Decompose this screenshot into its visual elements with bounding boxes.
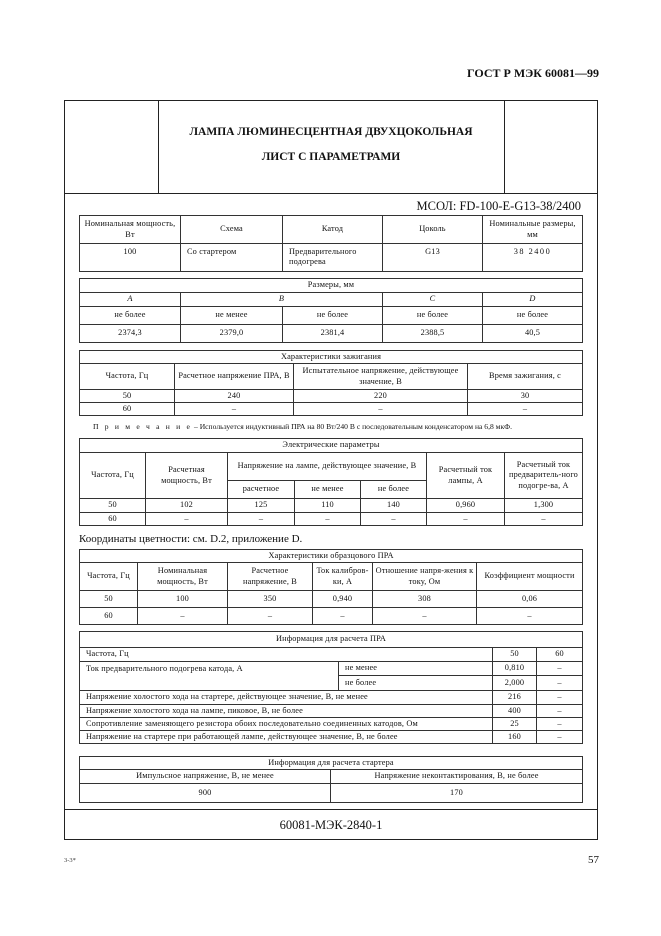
starter-value-pulse: 900 bbox=[80, 784, 331, 803]
electrical-table bbox=[79, 438, 583, 526]
ignition-header-ballast-voltage: Расчетное напряжение ПРА, В bbox=[175, 364, 294, 390]
table-row-cell: 60 bbox=[80, 403, 175, 416]
sheet-number: 60081-МЭК-2840-1 bbox=[279, 818, 383, 832]
starter-header-pulse: Импульсное напряжение, В, не менее bbox=[80, 770, 331, 784]
sheet-subtitle: ЛИСТ С ПАРАМЕТРАМИ bbox=[261, 151, 401, 163]
table-row-cell: – bbox=[477, 608, 583, 625]
starter-info-title: Информация для расчета стартера bbox=[80, 757, 583, 770]
ballast-info-table bbox=[79, 631, 583, 744]
ref-header-power-factor: Коэффициент мощности bbox=[477, 563, 583, 591]
page-number: 57 bbox=[588, 854, 599, 866]
title-block-right-divider bbox=[504, 101, 505, 193]
table-row-cell: 0,960 bbox=[427, 499, 505, 513]
ref-header-freq: Частота, Гц bbox=[80, 563, 138, 591]
starter-ocv-label: Напряжение холостого хода на стартере, действующее значение, В, не менее bbox=[80, 691, 493, 705]
table-row-cell: – bbox=[294, 403, 468, 416]
table-row-cell: 0,06 bbox=[477, 591, 583, 608]
table-row-cell: 30 bbox=[468, 390, 583, 403]
sheet-title: ЛАМПА ЛЮМИНЕСЦЕНТНАЯ ДВУХЦОКОЛЬНАЯ bbox=[189, 126, 473, 138]
table-row-cell: 60 bbox=[80, 608, 138, 625]
dim-letter-d: D bbox=[483, 293, 583, 307]
preheat-limit-max: не более bbox=[339, 676, 493, 691]
cell-cap: G13 bbox=[383, 244, 483, 272]
table-row-cell: 220 bbox=[294, 390, 468, 403]
header-cathode: Катод bbox=[283, 216, 383, 244]
preheat-max-50: 2,000 bbox=[493, 676, 537, 691]
electrical-header-freq: Частота, Гц bbox=[80, 453, 146, 499]
table-row-cell: 100 bbox=[138, 591, 228, 608]
ballast-freq-50: 50 bbox=[493, 648, 537, 662]
electrical-header-preheat: Расчетный ток предваритель-ного подогре-ва, А bbox=[505, 453, 583, 499]
starter-running-voltage-60: – bbox=[537, 731, 583, 744]
footer-divider bbox=[65, 809, 597, 810]
title-block-left-divider bbox=[158, 101, 159, 193]
dim-value-b-min: 2379,0 bbox=[181, 325, 283, 343]
lamp-ocv-label: Напряжение холостого хода на лампе, пиковое, В, не более bbox=[80, 705, 493, 718]
preheat-min-50: 0,810 bbox=[493, 662, 537, 676]
ref-header-power: Номинальная мощность, Вт bbox=[138, 563, 228, 591]
table-row-cell: – bbox=[468, 403, 583, 416]
preheat-current-label: Ток предварительного подогрева катода, А bbox=[80, 662, 339, 691]
electrical-sub-rated: расчетное bbox=[228, 481, 295, 499]
ignition-table bbox=[79, 350, 583, 416]
table-row-cell: – bbox=[228, 608, 313, 625]
table-row-cell: 50 bbox=[80, 591, 138, 608]
table-row-cell: 0,940 bbox=[313, 591, 373, 608]
dimensions-title: Размеры, мм bbox=[80, 279, 583, 293]
resistor-60: – bbox=[537, 718, 583, 731]
cell-power: 100 bbox=[80, 244, 181, 272]
title-block-bottom-divider bbox=[65, 193, 597, 194]
cell-dimensions: 38 2400 bbox=[483, 244, 583, 272]
ref-header-ratio: Отношение напря-жения к току, Ом bbox=[373, 563, 477, 591]
resistor-label: Сопротивление заменяющего резистора обоих последовательно соединенных катодов, Ом bbox=[80, 718, 493, 731]
print-mark: 3-3* bbox=[64, 857, 76, 864]
table-row-cell: – bbox=[427, 513, 505, 526]
ignition-note bbox=[93, 422, 593, 431]
starter-ocv-50: 216 bbox=[493, 691, 537, 705]
table-row-cell: 50 bbox=[80, 390, 175, 403]
dim-value-c: 2388,5 bbox=[383, 325, 483, 343]
dim-letter-b: B bbox=[181, 293, 383, 307]
ballast-freq-60: 60 bbox=[537, 648, 583, 662]
dim-value-a: 2374,3 bbox=[80, 325, 181, 343]
electrical-sub-min: не менее bbox=[295, 481, 361, 499]
ignition-header-freq: Частота, Гц bbox=[80, 364, 175, 390]
dim-value-b-max: 2381,4 bbox=[283, 325, 383, 343]
cell-cathode: Предварительного подогрева bbox=[283, 244, 383, 272]
ballast-freq-label: Частота, Гц bbox=[80, 648, 493, 662]
electrical-header-voltage: Напряжение на лампе, действующее значение, В bbox=[228, 453, 427, 481]
table-row-cell: – bbox=[361, 513, 427, 526]
table-row-cell: – bbox=[373, 608, 477, 625]
starter-ocv-60: – bbox=[537, 691, 583, 705]
electrical-title: Электрические параметры bbox=[80, 439, 583, 453]
table-row-cell: 140 bbox=[361, 499, 427, 513]
resistor-50: 25 bbox=[493, 718, 537, 731]
table-row-cell: – bbox=[175, 403, 294, 416]
header-dimensions: Номинальные размеры, мм bbox=[483, 216, 583, 244]
table-row-cell: – bbox=[505, 513, 583, 526]
lamp-ocv-60: – bbox=[537, 705, 583, 718]
reference-ballast-table bbox=[79, 549, 583, 625]
electrical-header-current: Расчетный ток лампы, А bbox=[427, 453, 505, 499]
ignition-header-test-voltage: Испытательное напряжение, действующее значение, В bbox=[294, 364, 468, 390]
table-row-cell: 240 bbox=[175, 390, 294, 403]
main-parameters-table bbox=[79, 215, 583, 272]
starter-running-voltage-50: 160 bbox=[493, 731, 537, 744]
table-row-cell: – bbox=[313, 608, 373, 625]
header-circuit: Схема bbox=[181, 216, 283, 244]
header-power: Номинальная мощность, Вт bbox=[80, 216, 181, 244]
ballast-info-title: Информация для расчета ПРА bbox=[80, 632, 583, 648]
table-row-cell: 308 bbox=[373, 591, 477, 608]
header-cap: Цоколь bbox=[383, 216, 483, 244]
dim-limit-a: не более bbox=[80, 307, 181, 325]
dim-limit-b-max: не более bbox=[283, 307, 383, 325]
starter-header-nonoperating: Напряжение неконтактирования, В, не более bbox=[331, 770, 583, 784]
ref-header-current: Ток калибров-ки, А bbox=[313, 563, 373, 591]
dim-letter-a: A bbox=[80, 293, 181, 307]
cell-circuit: Со стартером bbox=[181, 244, 283, 272]
table-row-cell: 350 bbox=[228, 591, 313, 608]
preheat-limit-min: не менее bbox=[339, 662, 493, 676]
ignition-header-time: Время зажигания, с bbox=[468, 364, 583, 390]
table-row-cell: – bbox=[228, 513, 295, 526]
table-row-cell: 110 bbox=[295, 499, 361, 513]
dim-limit-c: не более bbox=[383, 307, 483, 325]
table-row-cell: 1,300 bbox=[505, 499, 583, 513]
table-row-cell: 60 bbox=[80, 513, 146, 526]
dimensions-table bbox=[79, 278, 583, 343]
dim-limit-d: не более bbox=[483, 307, 583, 325]
table-row-cell: 102 bbox=[146, 499, 228, 513]
starter-value-nonoperating: 170 bbox=[331, 784, 583, 803]
dim-letter-c: C bbox=[383, 293, 483, 307]
dim-limit-b-min: не менее bbox=[181, 307, 283, 325]
table-row-cell: – bbox=[295, 513, 361, 526]
ignition-title: Характеристики зажигания bbox=[80, 351, 583, 364]
standard-designation: ГОСТ Р МЭК 60081—99 bbox=[467, 66, 599, 80]
electrical-sub-max: не более bbox=[361, 481, 427, 499]
electrical-header-power: Расчетная мощность, Вт bbox=[146, 453, 228, 499]
table-row-cell: 125 bbox=[228, 499, 295, 513]
table-row-cell: – bbox=[146, 513, 228, 526]
starter-info-table bbox=[79, 756, 583, 803]
note-label: П р и м е ч а н и е bbox=[93, 422, 193, 431]
lamp-designation: МСОЛ: FD-100-E-G13-38/2400 bbox=[416, 199, 581, 213]
note-text: – Используется индуктивный ПРА на 80 Вт/240 В с последовательным конденсатором на 6,8 мкФ. bbox=[192, 422, 513, 431]
table-row-cell: 50 bbox=[80, 499, 146, 513]
ref-header-voltage: Расчетное напряжение, В bbox=[228, 563, 313, 591]
preheat-max-60: – bbox=[537, 676, 583, 691]
lamp-ocv-50: 400 bbox=[493, 705, 537, 718]
preheat-min-60: – bbox=[537, 662, 583, 676]
chromaticity-note: Координаты цветности: см. D.2, приложение D. bbox=[79, 533, 303, 545]
starter-running-voltage-label: Напряжение на стартере при работающей лампе, действующее значение, В, не более bbox=[80, 731, 493, 744]
dim-value-d: 40,5 bbox=[483, 325, 583, 343]
reference-ballast-title: Характеристики образцового ПРА bbox=[80, 550, 583, 563]
table-row-cell: – bbox=[138, 608, 228, 625]
